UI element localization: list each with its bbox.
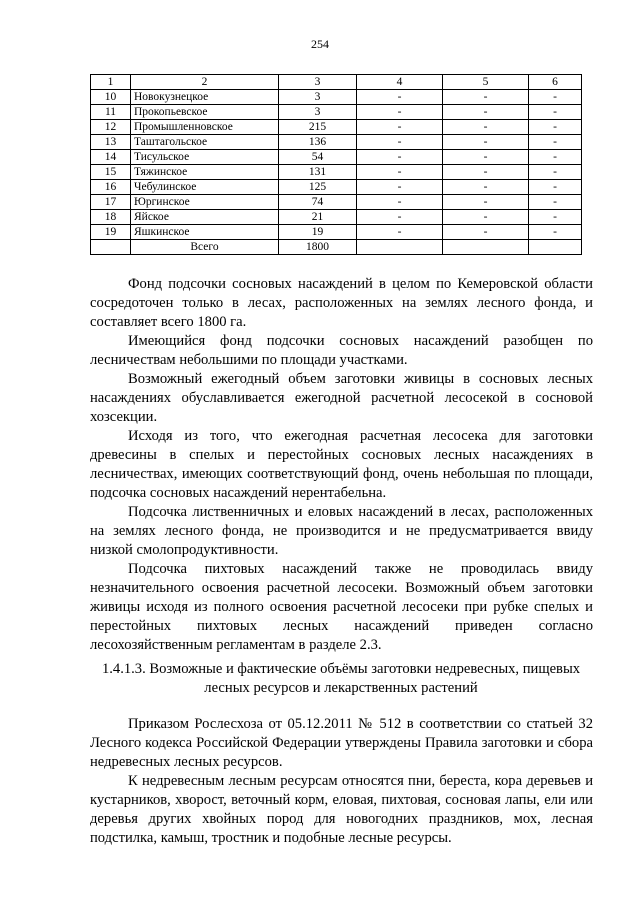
table-cell: - bbox=[529, 120, 582, 135]
table-cell: 74 bbox=[279, 195, 357, 210]
paragraph: Исходя из того, что ежегодная расчетная лесосека для заготовки древесины в спелых и перестойных сосновых лесных насаждениях в лесничествах, имеющих соответствующий фонд, очень небольшая по площади, подсочка сосновых насаждений нерентабельна. bbox=[90, 428, 593, 501]
table-row bbox=[91, 135, 582, 150]
paragraph: Имеющийся фонд подсочки сосновых насаждений разобщен по лесничествам небольшими по площади участками. bbox=[90, 333, 593, 368]
body-text-block-2 bbox=[90, 715, 593, 848]
table-total-value: 1800 bbox=[279, 240, 357, 255]
table-cell: - bbox=[443, 210, 529, 225]
table-row bbox=[91, 195, 582, 210]
table-cell: Чебулинское bbox=[131, 180, 279, 195]
table-cell: 136 bbox=[279, 135, 357, 150]
paragraph: Подсочка лиственничных и еловых насаждений в лесах, расположенных на землях лесного фонда, не производится и не предусматривается ввиду низкой смолопродуктивности. bbox=[90, 504, 593, 558]
table-row bbox=[91, 165, 582, 180]
table-row bbox=[91, 90, 582, 105]
table-total-row bbox=[91, 240, 582, 255]
table-cell: 18 bbox=[91, 210, 131, 225]
table-cell bbox=[357, 240, 443, 255]
table-cell: 12 bbox=[91, 120, 131, 135]
table-cell: - bbox=[529, 165, 582, 180]
table-cell: 125 bbox=[279, 180, 357, 195]
section-heading: 1.4.1.3. Возможные и фактические объёмы заготовки недревесных, пищевых лесных ресурсов и лекарственных растений bbox=[101, 661, 581, 696]
table-cell: 16 bbox=[91, 180, 131, 195]
table-cell: Юргинское bbox=[131, 195, 279, 210]
table-header-cell: 6 bbox=[529, 75, 582, 90]
table-cell: Промышленновское bbox=[131, 120, 279, 135]
table-cell: - bbox=[357, 165, 443, 180]
table-header-cell: 3 bbox=[279, 75, 357, 90]
paragraph: Подсочка пихтовых насаждений также не проводилась ввиду незначительного освоения расчетной лесосеки. Возможный объем заготовки живицы исходя из полного освоения расчетной лесосеки при рубке спелых и перестойных пихтовых лесных насаждений приведен согласно лесохозяйственным регламентам в разделе 2.3. bbox=[90, 561, 593, 653]
table-cell: - bbox=[443, 105, 529, 120]
table-row bbox=[91, 120, 582, 135]
table-cell: 21 bbox=[279, 210, 357, 225]
table-cell: - bbox=[443, 150, 529, 165]
table-total-label: Всего bbox=[131, 240, 279, 255]
table-cell: - bbox=[357, 105, 443, 120]
table-cell: - bbox=[529, 180, 582, 195]
table-cell: - bbox=[357, 210, 443, 225]
table-cell: - bbox=[443, 120, 529, 135]
table-cell: - bbox=[529, 150, 582, 165]
table-cell: 10 bbox=[91, 90, 131, 105]
table-cell: 3 bbox=[279, 105, 357, 120]
table-row bbox=[91, 225, 582, 240]
page-number: 254 bbox=[311, 37, 329, 51]
table-header-cell: 2 bbox=[131, 75, 279, 90]
table-row bbox=[91, 180, 582, 195]
body-text-block-1 bbox=[90, 275, 593, 655]
table-row bbox=[91, 210, 582, 225]
paragraph: Приказом Рослесхоза от 05.12.2011 № 512 в соответствии со статьей 32 Лесного кодекса Российской Федерации утверждены Правила заготовки и сбора недревесных лесных ресурсов. bbox=[90, 716, 593, 770]
table-cell: - bbox=[357, 195, 443, 210]
table-header-cell: 5 bbox=[443, 75, 529, 90]
table-cell: - bbox=[529, 195, 582, 210]
table-cell: 19 bbox=[91, 225, 131, 240]
table-row bbox=[91, 150, 582, 165]
table-row bbox=[91, 105, 582, 120]
table-cell: Тисульское bbox=[131, 150, 279, 165]
table-cell: Яшкинское bbox=[131, 225, 279, 240]
table-cell: - bbox=[443, 90, 529, 105]
table-cell: - bbox=[443, 165, 529, 180]
table-cell: - bbox=[529, 135, 582, 150]
table-cell: 14 bbox=[91, 150, 131, 165]
paragraph: Фонд подсочки сосновых насаждений в целом по Кемеровской области сосредоточен только в лесах, расположенных на землях лесного фонда, и составляет всего 1800 га. bbox=[90, 276, 593, 330]
table-cell: - bbox=[443, 225, 529, 240]
paragraph: К недревесным лесным ресурсам относятся пни, береста, кора деревьев и кустарников, хворост, веточный корм, еловая, пихтовая, сосновая лапы, ели или деревья других хвойных пород для новогодних праздников, мох, лесная подстилка, камыш, тростник и подобные лесные ресурсы. bbox=[90, 773, 593, 846]
table-cell: Таштагольское bbox=[131, 135, 279, 150]
table-cell: 11 bbox=[91, 105, 131, 120]
table-cell bbox=[529, 240, 582, 255]
table-cell: Яйское bbox=[131, 210, 279, 225]
table-header-cell: 4 bbox=[357, 75, 443, 90]
table-cell: - bbox=[357, 180, 443, 195]
table-cell: 54 bbox=[279, 150, 357, 165]
table-cell: Тяжинское bbox=[131, 165, 279, 180]
table-header-row bbox=[91, 75, 582, 90]
table-cell: 17 bbox=[91, 195, 131, 210]
table-cell: 215 bbox=[279, 120, 357, 135]
table-cell: 3 bbox=[279, 90, 357, 105]
table-cell bbox=[443, 240, 529, 255]
table-cell: 19 bbox=[279, 225, 357, 240]
table-cell: - bbox=[357, 90, 443, 105]
table-cell: - bbox=[443, 135, 529, 150]
table-cell: Прокопьевское bbox=[131, 105, 279, 120]
table-cell: - bbox=[357, 150, 443, 165]
table-cell: - bbox=[529, 210, 582, 225]
table-header-cell: 1 bbox=[91, 75, 131, 90]
table-cell: - bbox=[357, 120, 443, 135]
table-cell: - bbox=[529, 105, 582, 120]
table-cell: - bbox=[529, 90, 582, 105]
table-cell: 13 bbox=[91, 135, 131, 150]
forestry-table bbox=[90, 74, 582, 255]
table-cell: 131 bbox=[279, 165, 357, 180]
table-cell: - bbox=[357, 135, 443, 150]
table-cell: - bbox=[357, 225, 443, 240]
table-cell: Новокузнецкое bbox=[131, 90, 279, 105]
paragraph: Возможный ежегодный объем заготовки живицы в сосновых лесных насаждениях обуславливается ежегодной расчетной лесосекой в сосновой хозсекции. bbox=[90, 371, 593, 425]
table-cell: - bbox=[529, 225, 582, 240]
table-cell: - bbox=[443, 180, 529, 195]
table-cell bbox=[91, 240, 131, 255]
table-cell: 15 bbox=[91, 165, 131, 180]
table-cell: - bbox=[443, 195, 529, 210]
